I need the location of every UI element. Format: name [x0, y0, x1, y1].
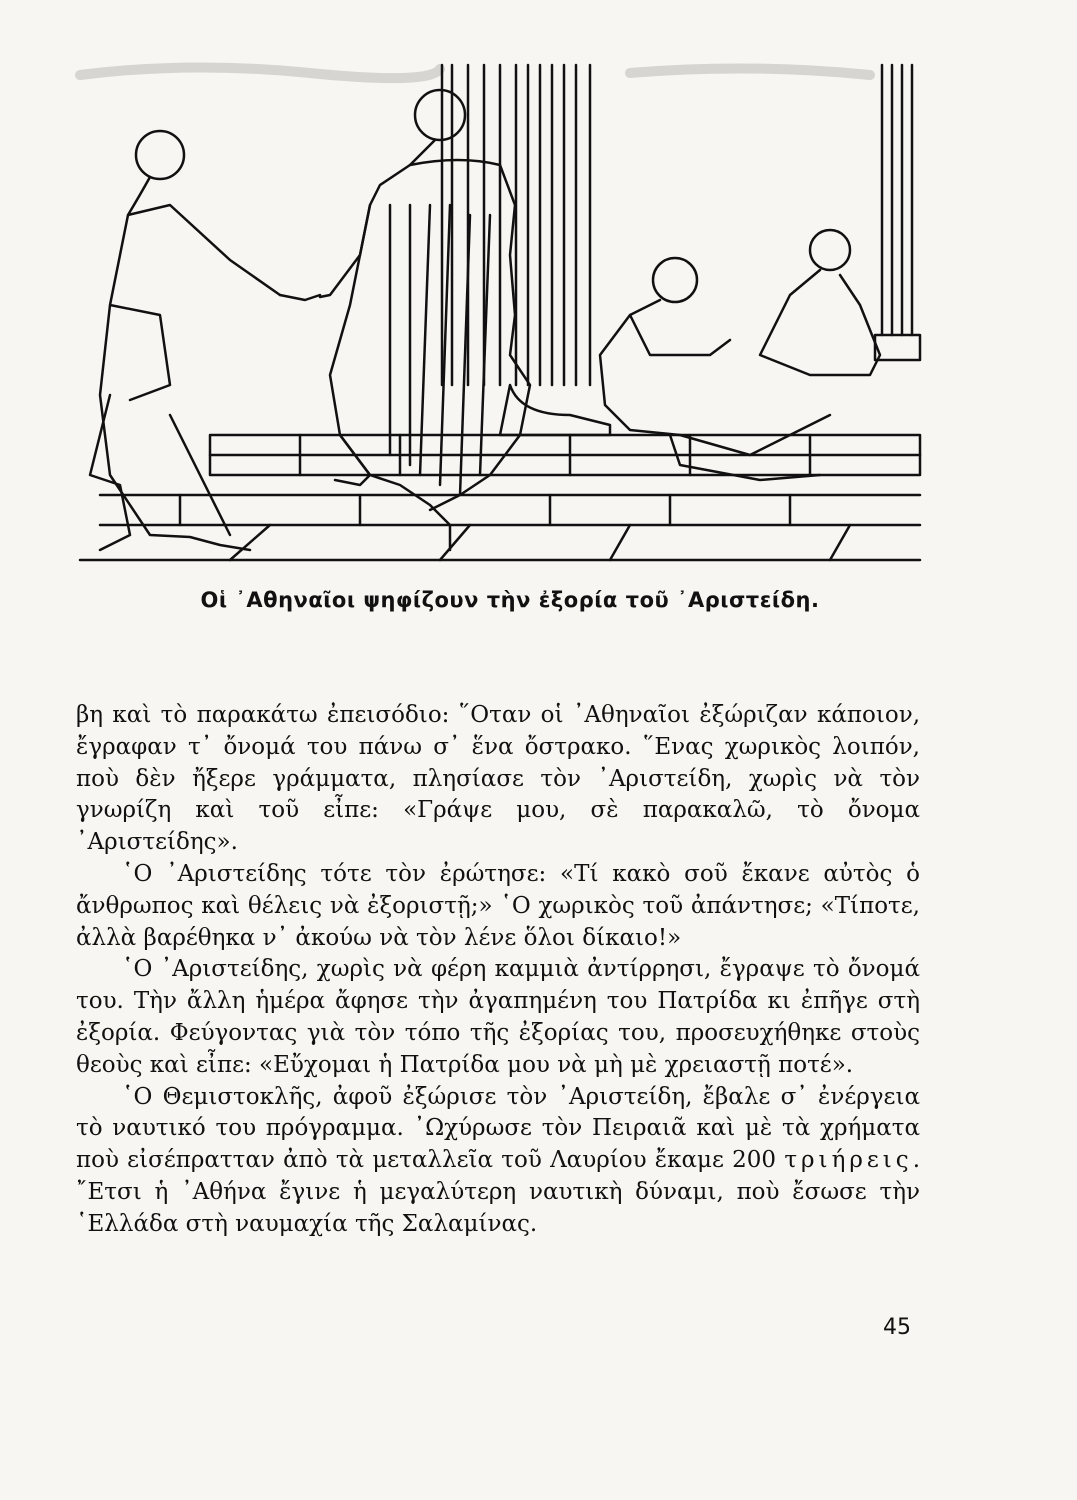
page-number: 45 — [883, 1315, 911, 1340]
figure-caption: Οἱ ᾿Αθηναῖοι ψηφίζουν τὴν ἐξορία τοῦ ᾿Αριστείδη. — [200, 588, 820, 612]
triremes-emphasis: τριήρεις — [784, 1147, 913, 1174]
paragraph-continued: βη καὶ τὸ παρακάτω ἐπεισόδιο: ῞Οταν οἱ ᾿Αθηναῖοι ἐξώριζαν κάποιον, ἔγραφαν τ᾿ ὄνομά του πάνω σ᾿ ἕνα ὄστρακο. ῞Ενας χωρικὸς λοιπόν, ποὺ δὲν ἤξερε γράμματα, πλησίασε τὸν ᾿Αριστείδη, χωρὶς νὰ τὸν γνωρίζη καὶ τοῦ εἶπε: «Γράψε μου, σὲ παρακαλῶ, τὸ ὄνομα ᾿Αριστείδης». — [76, 702, 920, 856]
ostracism-scene-illustration — [70, 55, 930, 575]
themistocles-text-after: . ῎Ετσι ἡ ᾿Αθήνα ἔγινε ἡ μεγαλύτερη ναυτικὴ δύναμι, ποὺ ἔσωσε τὴν ῾Ελλάδα στὴ ναυμαχία τῆς Σαλαμίνας. — [76, 1147, 921, 1237]
paragraph-dialogue: ῾Ο ᾿Αριστείδης τότε τὸν ἐρώτησε: «Τί κακὸ σοῦ ἔκανε αὐτὸς ὁ ἄνθρωπος καὶ θέλεις νὰ ἐξοριστῇ;» ῾Ο χωρικὸς τοῦ ἀπάντησε; «Τίποτε, ἀλλὰ βαρέθηκα ν᾿ ἀκούω νὰ τὸν λένε ὅλοι δίκαιο!» — [76, 860, 920, 951]
paragraph-exile: ῾Ο ᾿Αριστείδης, χωρὶς νὰ φέρη καμμιὰ ἀντίρρησι, ἔγραψε τὸ ὄνομά του. Τὴν ἄλλη ἡμέρα ἄφησε τὴν ἀγαπημένη του Πατρίδα κι ἐπῆγε στὴ ἐξορία. Φεύγοντας γιὰ τὸν τόπο τῆς ἐξορίας του, προσευχήθηκε στοὺς θεοὺς καὶ εἶπε: «Εὔχομαι ἡ Πατρίδα μου νὰ μὴ μὲ χρειαστῇ ποτέ». — [76, 956, 920, 1078]
themistocles-text-before: ῾Ο Θεμιστοκλῆς, ἀφοῦ ἐξώρισε τὸν ᾿Αριστείδη, ἔβαλε σ᾿ ἐνέργεια τὸ ναυτικό του πρόγραμμα. ᾿Ωχύρωσε τὸν Πειραιᾶ καὶ μὲ τὰ χρήματα ποὺ εἰσέπρατταν ἀπὸ τὰ μεταλλεῖα τοῦ Λαυρίου ἔκαμε 200 — [76, 1083, 920, 1174]
paragraph-themistocles — [76, 1082, 920, 1241]
body-text — [76, 700, 920, 1241]
